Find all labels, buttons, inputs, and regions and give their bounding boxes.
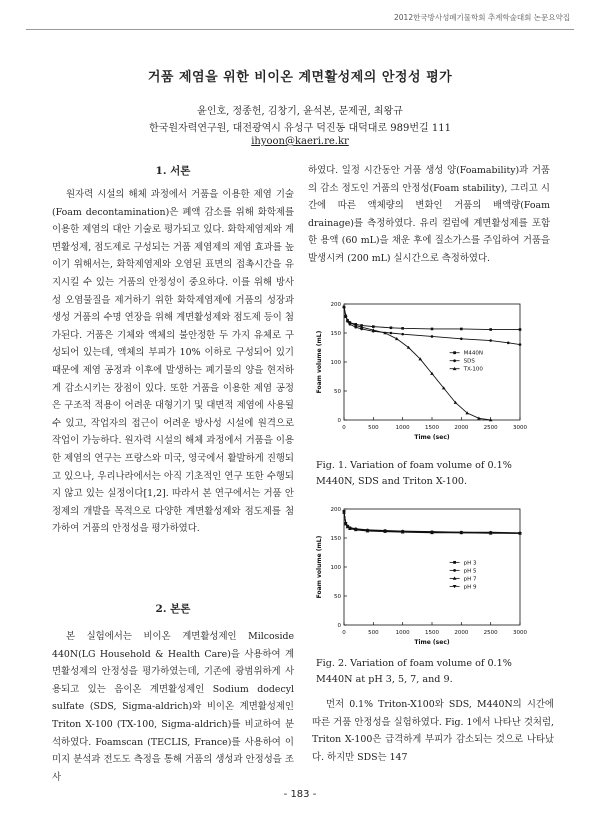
y-tick-label: 150 [330, 536, 341, 542]
y-tick-label: 0 [337, 418, 341, 424]
series-line [344, 307, 520, 345]
y-tick-label: 0 [337, 623, 341, 629]
author-list: 윤인호, 정종헌, 김창기, 윤석본, 문제권, 최왕규 [197, 106, 403, 117]
legend-label: pH 9 [463, 584, 477, 591]
y-tick-label: 200 [330, 507, 341, 513]
x-tick-label: 2000 [454, 425, 469, 431]
legend [450, 560, 477, 590]
data-point [431, 328, 434, 331]
data-point [519, 343, 522, 346]
data-point [390, 332, 393, 335]
x-tick-label: 2000 [454, 630, 469, 636]
x-tick-label: 500 [368, 425, 379, 431]
data-point [401, 333, 404, 336]
legend-label: pH 5 [463, 568, 477, 575]
legend-label: pH 7 [463, 576, 477, 583]
legend-marker [453, 359, 456, 362]
y-tick-label: 50 [334, 594, 341, 600]
legend [450, 351, 484, 373]
results-text: 먼저 0.1% Triton-X100와 SDS, M440N의 시간에 따른 거품 안정성을 실험하였다. Fig. 1에서 나타난 것처럼, Triton X-100은 급격하게 부피가 감소되는 것으로 나타났다. 하지만 SDS는 147 [312, 699, 554, 763]
data-point [431, 335, 434, 338]
y-tick-label: 50 [334, 389, 341, 395]
series-1 [343, 306, 522, 331]
series-line [344, 512, 520, 533]
y-axis-label: Foam volume (mL) [316, 535, 323, 599]
legend-label: M440N [463, 350, 483, 357]
data-point [390, 326, 393, 329]
header-rule [26, 29, 574, 30]
x-tick-label: 3000 [513, 630, 527, 636]
x-tick-label: 0 [342, 630, 346, 636]
data-point [507, 342, 510, 345]
data-point [460, 338, 463, 341]
intro-paragraph [52, 186, 294, 538]
affiliation: 한국원자력연구원, 대전광역시 유성구 덕진동 대덕대로 989번길 111 [149, 123, 451, 134]
series-line [344, 512, 520, 533]
x-axis-label: Time (sec) [414, 639, 450, 646]
figure-1-chart [312, 298, 528, 448]
page-number: - 183 - [283, 789, 317, 800]
method-paragraph [308, 162, 550, 268]
plot-frame [344, 509, 520, 625]
figure-1-caption: Fig. 1. Variation of foam volume of 0.1% M440N, SDS and Triton X-100. [316, 460, 512, 487]
data-point [372, 325, 375, 328]
method-text: 하였다. 일정 시간동안 거품 생성 양(Foamability)과 거품의 감소 정도인 거품의 안정성(Foam stability), 그리고 시간에 따른 액체량의 변화인 거품의 배액량(Foam drainage)를 측정하였다. 유리 컬럼에 계면활성제를 포함한 용액 (60 mL)을 채운 후에 질소가스를 주입하여 거품을 발생시켜 (200 mL) 실시간으로 측정하였다. [308, 165, 550, 264]
running-header: 2012한국방사성폐기물학회 추계학술대회 논문요약집 [394, 13, 570, 22]
body-paragraph [52, 628, 294, 786]
y-axis-label: Foam volume (mL) [316, 330, 323, 394]
y-tick-label: 150 [330, 331, 341, 337]
x-tick-label: 1000 [395, 425, 410, 431]
email-link[interactable]: ihyoon@kaeri.re.kr [251, 136, 349, 147]
legend-marker [453, 569, 456, 572]
results-paragraph [312, 696, 554, 766]
x-tick-label: 1000 [395, 630, 410, 636]
data-point [519, 328, 522, 331]
data-point [460, 328, 463, 331]
data-point [489, 339, 492, 342]
x-tick-label: 500 [368, 630, 379, 636]
plot-frame [344, 304, 520, 420]
y-tick-label: 100 [330, 360, 341, 366]
y-tick-label: 200 [330, 302, 341, 308]
legend-label: SDS [463, 358, 475, 365]
x-tick-label: 2500 [483, 630, 498, 636]
intro-text: 원자력 시설의 해체 과정에서 거품을 이용한 제염 기술(Foam decontamination)은 폐액 감소를 위해 화학제를 이용한 제염의 대안 기술로 평가되고 있다. 화학제염제와 계면활성제, 점도제로 구성되는 거품 제염제의 제염 효과를 높이기 위해서는, 화학제염제와 오염된 표면의 접촉시간을 유지시킬 수 있는 거품의 안정성이 중요하다. 이를 위해 방사성 오염물질을 제거하기 위한 화학제염제에 거품의 성장과 생성 거품의 수명 연장을 위해 계면활성제와 점도제 등이 첨가된다. 거품은 기체와 액체의 불안정한 두 가지 유체로 구성되어 있는데, 액체의 부피가 10% 이하로 구성되어 있기 때문에 제염 공정과 이후에 발생하는 폐기물의 양을 현저하게 감소시키는 장점이 있다. 또한 거품을 이용한 제염 공정은 구조적 적용이 어려운 대형기기 및 대면적 제염에 사용될 수 있고, 작업자의 접근이 어려운 방사성 시설에 원격으로 작업이 가능하다. 원자력 시설의 해체 과정에서 거품을 이용한 제염의 연구는 프랑스와 미국, 영국에서 활발하게 진행되고 있으나, 우리나라에서는 아직 기초적인 연구 또한 수행되지 않고 있는 실정이다[1,2]. 따라서 본 연구에서는 거품 안정제의 개발을 목적으로 다양한 계면활성제와 점도제를 첨가하여 거품의 안정성을 평가하였다. [52, 189, 294, 535]
legend-label: pH 3 [463, 560, 477, 567]
legend-label: TX-100 [463, 366, 483, 373]
paper-title: 거품 제염을 위한 비이온 계면활성제의 안정성 평가 [147, 70, 453, 85]
data-point [489, 328, 492, 331]
figure-2-chart [312, 503, 528, 653]
figure-2-caption: Fig. 2. Variation of foam volume of 0.1% M440N at pH 3, 5, 7, and 9. [316, 658, 512, 685]
x-tick-label: 1500 [425, 425, 439, 431]
section-heading-body: 2. 본론 [155, 603, 191, 615]
x-tick-label: 2500 [483, 425, 498, 431]
x-tick-label: 1500 [425, 630, 439, 636]
series-line [344, 307, 520, 330]
legend-marker [453, 351, 456, 354]
x-axis-label: Time (sec) [414, 434, 450, 441]
y-tick-label: 100 [330, 565, 341, 571]
series-2 [343, 306, 522, 346]
section-heading-intro: 1. 서론 [155, 165, 191, 177]
legend-marker [453, 561, 456, 564]
x-tick-label: 0 [342, 425, 346, 431]
x-tick-label: 3000 [513, 425, 527, 431]
body-text: 본 실험에서는 비이온 계면활성제인 Milcoside 440N(LG Household & Health Care)을 사용하여 계면활성제의 안정성을 평가하였는데, 기존에 광범위하게 사용되고 있는 음이온 계면활성제인 Sodium dodecyl sulfate (SDS, Sigma-aldrich)와 비이온 계면활성제인 Triton X-100 (TX-100, Sigma-aldrich)를 비교하여 분석하였다. Foamscan (TECLIS, France)를 사용하여 이미지 분석과 전도도 측정을 통해 거품의 생성과 안정성을 조사 [52, 631, 294, 783]
data-point [401, 327, 404, 330]
